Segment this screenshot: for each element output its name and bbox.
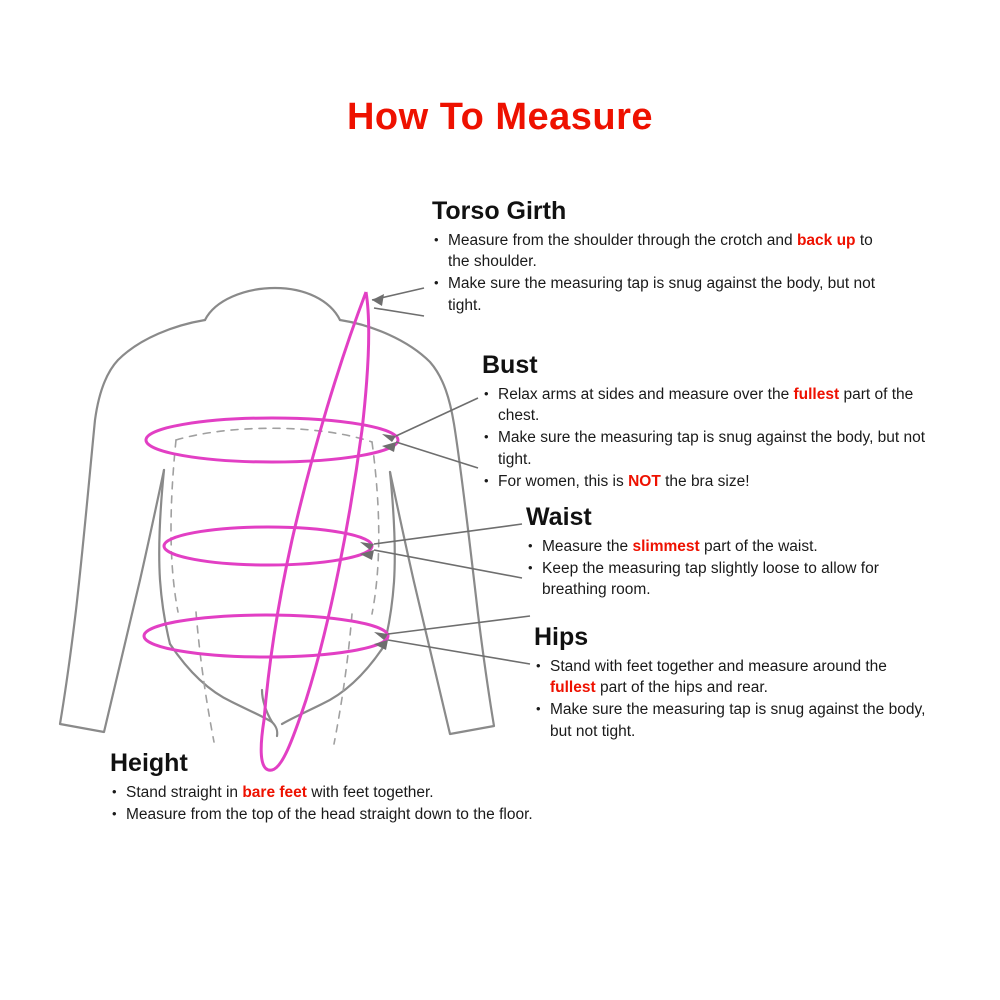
section-heading-bust: Bust <box>482 351 538 379</box>
section-height <box>110 750 630 826</box>
section-bullets-bust <box>482 384 952 493</box>
torso-girth-loop <box>261 292 368 770</box>
list-item: • Measure from the top of the head straight down to the floor. <box>110 804 630 825</box>
section-heading-torso-girth: Torso Girth <box>432 197 567 225</box>
list-item: • Relax arms at sides and measure over the fullest part of the chest. <box>482 384 952 427</box>
section-bust <box>482 352 952 493</box>
list-item: • Make sure the measuring tap is snug against the body, but not tight. <box>432 273 882 316</box>
waist-tape-loop <box>164 527 372 565</box>
list-item: • Make sure the measuring tap is snug against the body, but not tight. <box>482 427 952 470</box>
section-torso-girth <box>432 198 882 317</box>
section-bullets-hips <box>534 656 934 743</box>
bust-tape-loop <box>146 418 398 462</box>
section-bullets-height <box>110 782 630 826</box>
list-item: • Stand with feet together and measure around the fullest part of the hips and rear. <box>534 656 934 699</box>
page-title: How To Measure <box>346 96 654 138</box>
section-bullets-waist <box>526 536 926 601</box>
section-hips <box>534 624 934 743</box>
section-heading-height: Height <box>110 749 188 777</box>
list-item: • Keep the measuring tap slightly loose to allow for breathing room. <box>526 558 926 601</box>
list-item: • Stand straight in bare feet with feet together. <box>110 782 630 803</box>
hips-tape-loop <box>144 615 388 657</box>
list-item: • For women, this is NOT the bra size! <box>482 471 952 492</box>
list-item: • Measure the slimmest part of the waist. <box>526 536 926 557</box>
leader-arrowheads <box>360 294 396 650</box>
section-heading-hips: Hips <box>534 623 589 651</box>
section-waist <box>526 504 926 602</box>
section-bullets-torso-girth <box>432 230 882 317</box>
section-heading-waist: Waist <box>526 503 592 531</box>
list-item: • Make sure the measuring tap is snug against the body, but not tight. <box>534 699 934 742</box>
list-item: • Measure from the shoulder through the crotch and back up to the shoulder. <box>432 230 882 273</box>
body-outline-icon <box>60 288 494 744</box>
